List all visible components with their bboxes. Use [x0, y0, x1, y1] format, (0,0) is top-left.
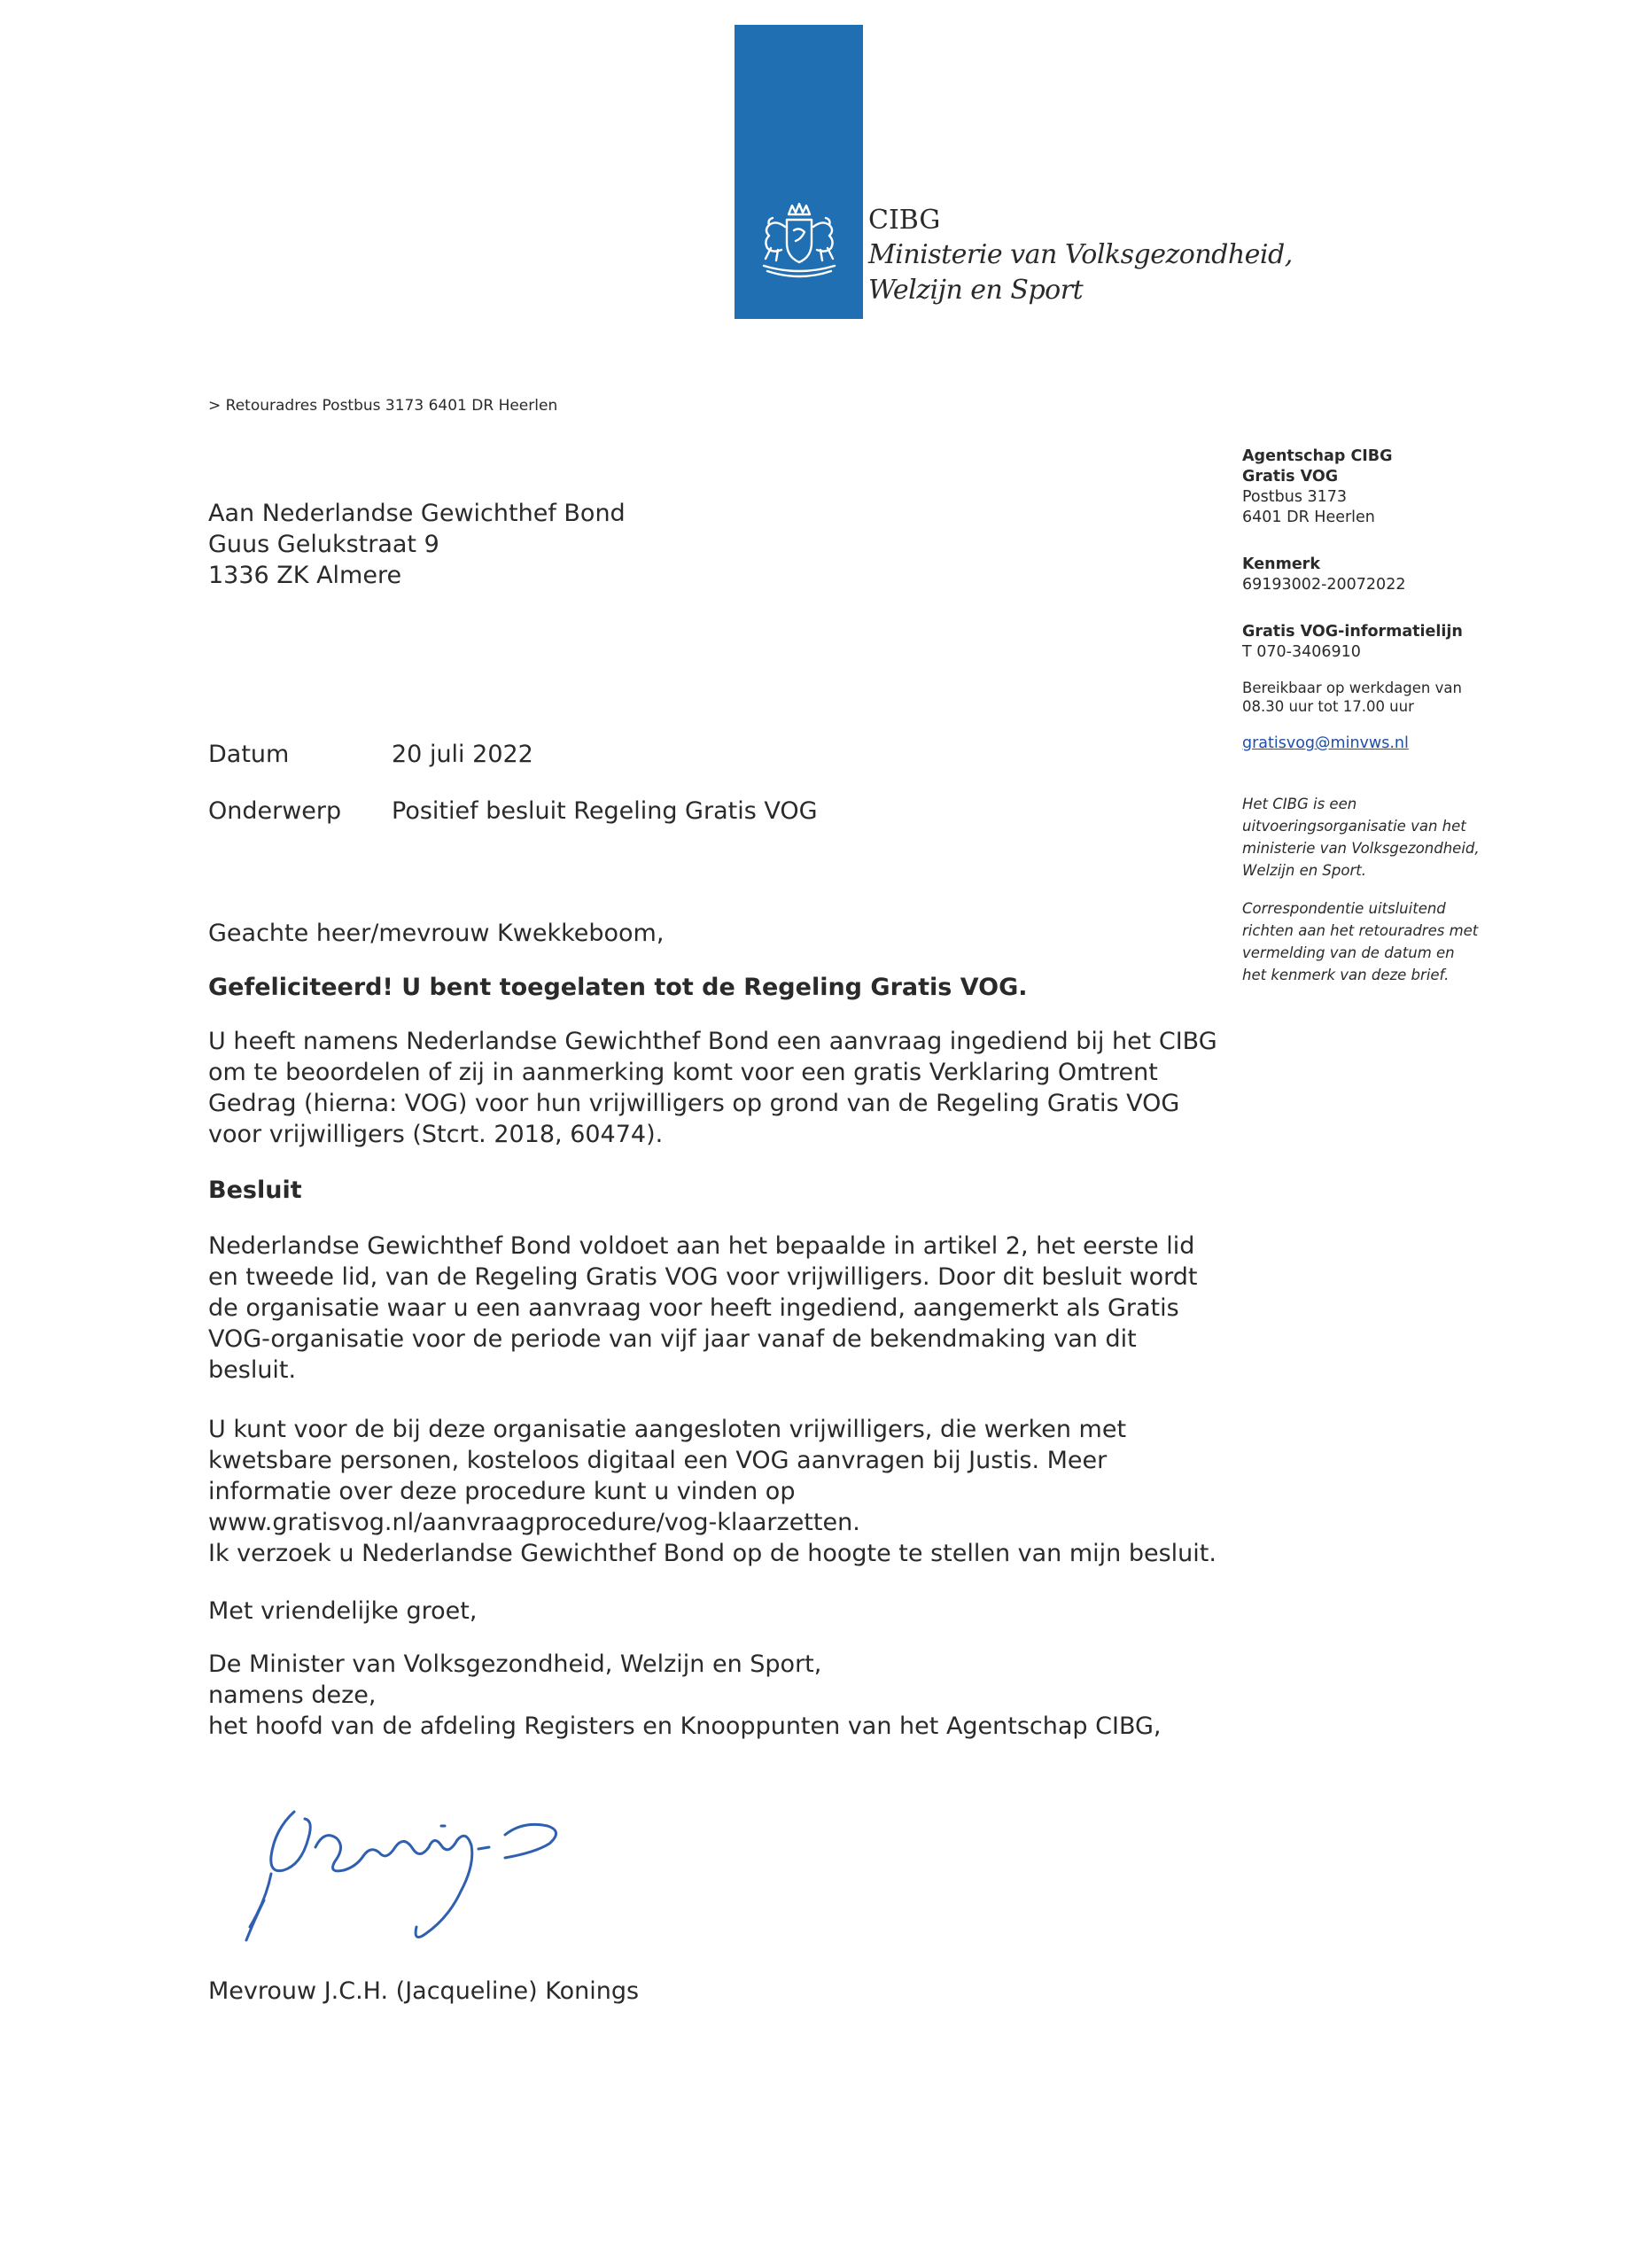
vog-info-line: U kunt voor de bij deze organisatie aangesloten vrijwilligers, die werken met	[208, 1416, 1127, 1443]
handwritten-signature-icon	[239, 1794, 611, 1953]
sidebar-note2-line2: richten aan het retouradres met	[1242, 922, 1479, 939]
addressee-name: Aan Nederlandse Gewichthef Bond	[208, 500, 626, 527]
sidebar-note1-line4: Welzijn en Sport.	[1242, 862, 1366, 879]
signoff-line: namens deze,	[208, 1682, 377, 1709]
sidebar-hours-line1: Bereikbaar op werkdagen van	[1242, 680, 1462, 696]
date-value: 20 juli 2022	[392, 741, 533, 768]
salutation: Geachte heer/mevrouw Kwekkeboom,	[208, 920, 665, 947]
logo-ministry-line1: Ministerie van Volksgezondheid,	[868, 239, 1293, 270]
sidebar-note1-line3: ministerie van Volksgezondheid,	[1242, 840, 1480, 857]
signatory-name: Mevrouw J.C.H. (Jacqueline) Konings	[208, 1977, 640, 2005]
addressee-city: 1336 ZK Almere	[208, 562, 402, 589]
date-label: Datum	[208, 741, 290, 768]
signoff-line: De Minister van Volksgezondheid, Welzijn en Sport,	[208, 1651, 822, 1678]
closing: Met vriendelijke groet,	[208, 1597, 478, 1625]
sidebar-postal-city: 6401 DR Heerlen	[1242, 509, 1375, 526]
sidebar-note2-line1: Correspondentie uitsluitend	[1242, 900, 1446, 917]
decision-line: de organisatie waar u een aanvraag voor heeft ingediend, aangemerkt als Gratis	[208, 1294, 1179, 1322]
logo-ministry-line2: Welzijn en Sport	[868, 275, 1084, 306]
intro-line: Gedrag (hierna: VOG) voor hun vrijwilligers op grond van de Regeling Gratis VOG	[208, 1090, 1180, 1117]
vog-info-url: www.gratisvog.nl/aanvraagprocedure/vog-klaarzetten.	[208, 1509, 860, 1536]
decision-line: en tweede lid, van de Regeling Gratis VOG voor vrijwilligers. Door dit besluit wordt	[208, 1263, 1198, 1291]
decision-line: VOG-organisatie voor de periode van vijf jaar vanaf de bekendmaking van dit	[208, 1325, 1137, 1353]
sidebar-hours-line2: 08.30 uur tot 17.00 uur	[1242, 698, 1414, 715]
ministry-logo-text	[868, 204, 1293, 308]
addressee-block	[208, 498, 626, 591]
congratulations-line: Gefeliciteerd! U bent toegelaten tot de Regeling Gratis VOG.	[208, 974, 1028, 1001]
sidebar-note1-line2: uitvoeringsorganisatie van het	[1242, 818, 1466, 835]
sidebar-reference-value: 69193002-20072022	[1242, 576, 1406, 594]
return-address: > Retouradres Postbus 3173 6401 DR Heerlen	[208, 397, 558, 415]
intro-line: om te beoordelen of zij in aanmerking komt voor een gratis Verklaring Omtrent	[208, 1059, 1158, 1086]
signoff-block	[208, 1649, 1236, 1742]
vog-info-paragraph	[208, 1414, 1236, 1569]
decision-line: Nederlandse Gewichthef Bond voldoet aan het bepaalde in artikel 2, het eerste lid	[208, 1232, 1195, 1260]
sidebar-agency: Agentschap CIBG	[1242, 447, 1393, 465]
sidebar-note2-line3: vermelding van de datum en	[1242, 944, 1455, 961]
intro-line: voor vrijwilligers (Stcrt. 2018, 60474).	[208, 1121, 664, 1148]
decision-paragraph	[208, 1231, 1236, 1386]
subject-label: Onderwerp	[208, 797, 342, 825]
sidebar-po-box: Postbus 3173	[1242, 488, 1348, 506]
addressee-street: Guus Gelukstraat 9	[208, 531, 439, 558]
sender-sidebar	[1242, 447, 1526, 986]
vog-info-line: informatie over deze procedure kunt u vinden op	[208, 1478, 796, 1505]
sidebar-infoline-phone: T 070-3406910	[1242, 643, 1361, 661]
letter-body	[208, 918, 1236, 1742]
sidebar-note1-line1: Het CIBG is een	[1242, 796, 1357, 812]
sidebar-email-link[interactable]: gratisvog@minvws.nl	[1242, 734, 1409, 752]
sidebar-reference-label: Kenmerk	[1242, 555, 1320, 573]
logo-org-name: CIBG	[868, 205, 941, 236]
vog-info-line: Ik verzoek u Nederlandse Gewichthef Bond op de hoogte te stellen van mijn besluit.	[208, 1540, 1217, 1567]
decision-line: besluit.	[208, 1356, 297, 1384]
decision-heading: Besluit	[208, 1177, 302, 1204]
sidebar-note2-line4: het kenmerk van deze brief.	[1242, 967, 1450, 983]
vog-info-line: kwetsbare personen, kosteloos digitaal een VOG aanvragen bij Justis. Meer	[208, 1447, 1108, 1474]
coat-of-arms-icon	[737, 195, 861, 292]
sidebar-infoline-label: Gratis VOG-informatielijn	[1242, 623, 1463, 641]
signoff-line: het hoofd van de afdeling Registers en Knooppunten van het Agentschap CIBG,	[208, 1713, 1162, 1740]
intro-paragraph	[208, 1026, 1236, 1150]
subject-value: Positief besluit Regeling Gratis VOG	[392, 797, 818, 825]
sidebar-unit: Gratis VOG	[1242, 468, 1339, 485]
intro-line: U heeft namens Nederlandse Gewichthef Bond een aanvraag ingediend bij het CIBG	[208, 1028, 1217, 1055]
